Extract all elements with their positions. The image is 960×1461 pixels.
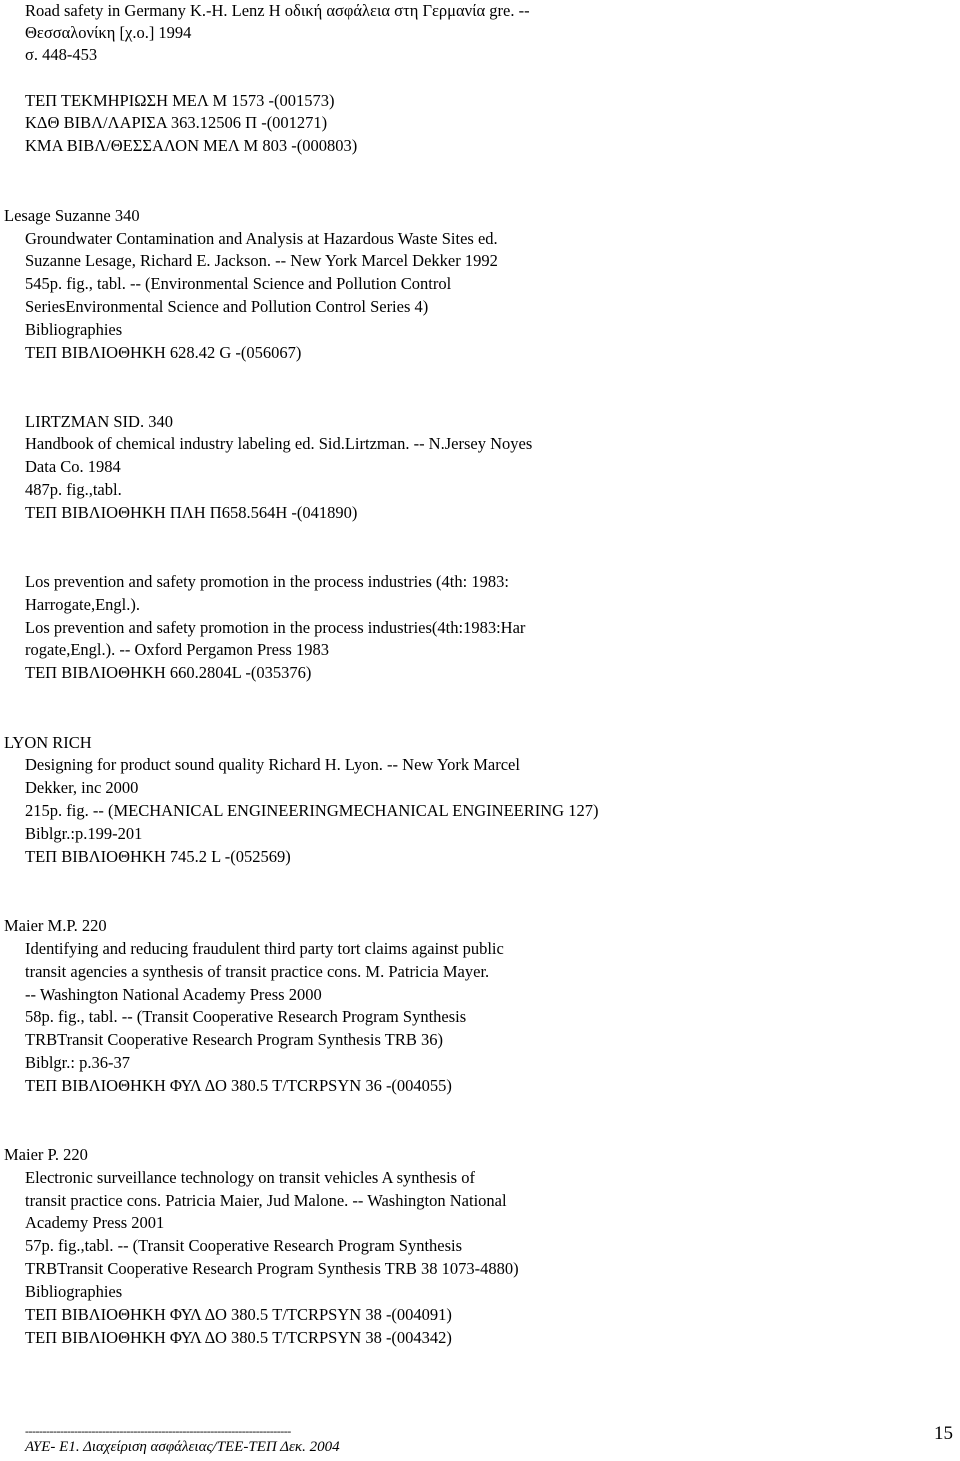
entry-line: 487p. fig.,tabl. [25, 480, 122, 499]
entry-line: ΤΕΠ ΒΙΒΛΙΟΘΗΚΗ 745.2 L -(052569) [25, 847, 291, 866]
entry-line: Los prevention and safety promotion in the process industries (4th: 1983: [25, 572, 509, 591]
entry-line: TRBTransit Cooperative Research Program Synthesis TRB 38 1073-4880) [25, 1259, 519, 1278]
entry-heading: Lesage Suzanne 340 [4, 206, 140, 225]
entry-line: transit agencies a synthesis of transit practice cons. M. Patricia Mayer. [25, 962, 490, 981]
entry-line: Dekker, inc 2000 [25, 778, 139, 797]
entry-line: Bibliographies [25, 320, 123, 339]
entry-line: ΚΜΑ ΒΙΒΛ/ΘΕΣΣΑΛΟΝ ΜΕΛ Μ 803 -(000803) [25, 136, 358, 155]
entry-line: Los prevention and safety promotion in the process industries(4th:1983:Har [25, 618, 526, 637]
entry-line: ΤΕΠ ΤΕΚΜΗΡΙΩΣΗ ΜΕΛ Μ 1573 -(001573) [25, 91, 335, 110]
entry-heading: Maier M.P. 220 [4, 916, 107, 935]
entry-line: Bibliographies [25, 1282, 123, 1301]
entry-line: ΚΔΘ ΒΙΒΛ/ΛΑΡΙΣΑ 363.12506 Π -(001271) [25, 113, 328, 132]
entry-heading: LYON RICH [4, 733, 92, 752]
entry-line: ΤΕΠ ΒΙΒΛΙΟΘΗΚΗ 660.2804L -(035376) [25, 663, 312, 682]
entry-line: 545p. fig., tabl. -- (Environmental Science and Pollution Control [25, 274, 452, 293]
entry-line: Academy Press 2001 [25, 1213, 165, 1232]
page-number: 15 [934, 1423, 953, 1444]
entry-line: 215p. fig. -- (MECHANICAL ENGINEERINGMECHANICAL ENGINEERING 127) [25, 801, 599, 820]
entry-line: Biblgr.: p.36-37 [25, 1053, 130, 1072]
entry-line: Groundwater Contamination and Analysis at Hazardous Waste Sites ed. [25, 229, 498, 248]
entry-line: ΤΕΠ ΒΙΒΛΙΟΘΗΚΗ ΠΛΗ Π658.564H -(041890) [25, 503, 358, 522]
entry-line: ΤΕΠ ΒΙΒΛΙΟΘΗΚΗ ΦΥΛ ΔΟ 380.5 T/TCRPSYN 38 -(004342) [25, 1328, 452, 1347]
entry-line: ΤΕΠ ΒΙΒΛΙΟΘΗΚΗ 628.42 G -(056067) [25, 343, 302, 362]
footer-rule: ---------------------------------------------------------------------------- [25, 1424, 291, 1438]
entry-line: TRBTransit Cooperative Research Program Synthesis TRB 36) [25, 1030, 443, 1049]
entry-line: -- Washington National Academy Press 2000 [25, 985, 322, 1004]
entry-line: ΤΕΠ ΒΙΒΛΙΟΘΗΚΗ ΦΥΛ ΔΟ 380.5 T/TCRPSYN 38 -(004091) [25, 1305, 452, 1324]
footer-text: ΑΥΕ- Ε1. Διαχείριση ασφάλειας/ΤΕΕ-ΤΕΠ Δεκ. 2004 [25, 1439, 340, 1455]
entry-line: Biblgr.:p.199-201 [25, 824, 143, 843]
entry-line: σ. 448-453 [25, 45, 98, 64]
entry-heading: LIRTZMAN SID. 340 [25, 412, 173, 431]
entry-line: 57p. fig.,tabl. -- (Transit Cooperative Research Program Synthesis [25, 1236, 463, 1255]
entry-line: Data Co. 1984 [25, 457, 121, 476]
entry-line: Θεσσαλονίκη [χ.ο.] 1994 [25, 23, 192, 42]
entry-line: 58p. fig., tabl. -- (Transit Cooperative Research Program Synthesis [25, 1007, 467, 1026]
entry-line: Electronic surveillance technology on transit vehicles A synthesis of [25, 1168, 475, 1187]
entry-line: transit practice cons. Patricia Maier, Jud Malone. -- Washington National [25, 1191, 507, 1210]
entry-line: Road safety in Germany K.-H. Lenz H οδική ασφάλεια στη Γερμανία gre. -- [25, 1, 530, 20]
entry-line: Harrogate,Engl.). [25, 595, 140, 614]
entry-line: Handbook of chemical industry labeling ed. Sid.Lirtzman. -- N.Jersey Noyes [25, 434, 533, 453]
entry-line: Designing for product sound quality Richard H. Lyon. -- New York Marcel [25, 755, 520, 774]
entry-line: ΤΕΠ ΒΙΒΛΙΟΘΗΚΗ ΦΥΛ ΔΟ 380.5 T/TCRPSYN 36 -(004055) [25, 1076, 452, 1095]
entry-line: Identifying and reducing fraudulent third party tort claims against public [25, 939, 504, 958]
entry-heading: Maier P. 220 [4, 1145, 88, 1164]
entry-line: rogate,Engl.). -- Oxford Pergamon Press 1983 [25, 640, 329, 659]
entry-line: Suzanne Lesage, Richard E. Jackson. -- New York Marcel Dekker 1992 [25, 251, 498, 270]
entry-line: SeriesEnvironmental Science and Pollution Control Series 4) [25, 297, 429, 316]
